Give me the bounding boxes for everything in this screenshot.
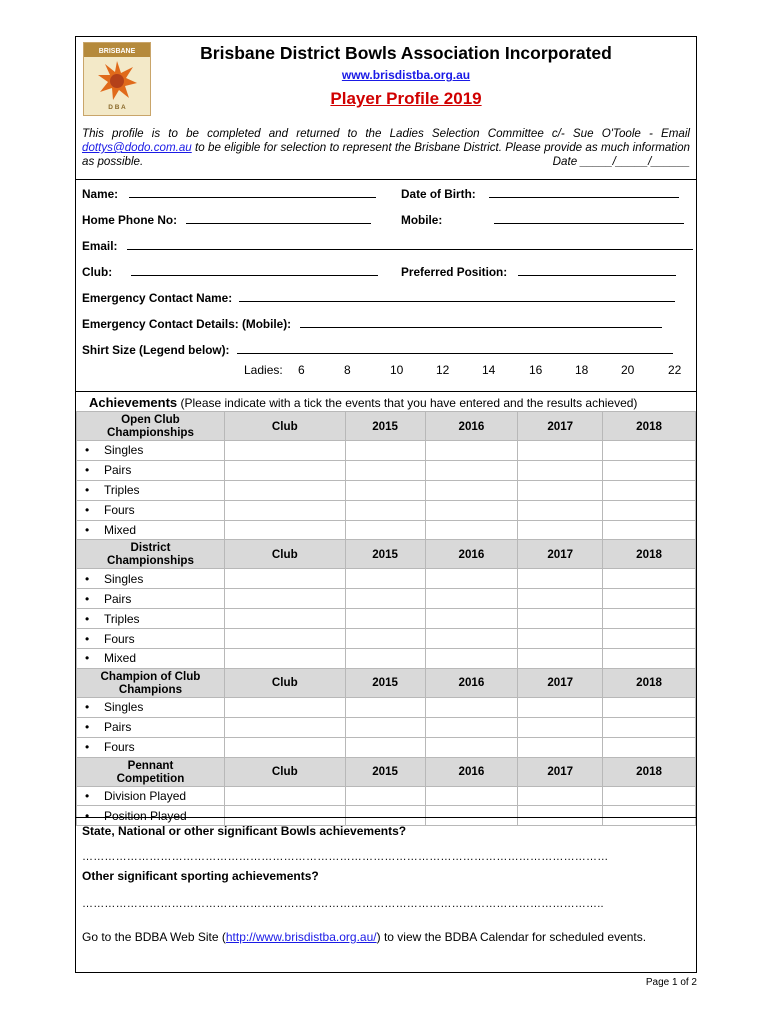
event-label: • Mixed [77, 649, 225, 669]
dob-label: Date of Birth: [401, 187, 476, 201]
section-header-row [77, 412, 696, 441]
event-label: • Singles [77, 441, 225, 461]
column-header: 2018 [603, 540, 696, 569]
profile-form [75, 36, 697, 973]
column-header: 2017 [518, 668, 603, 697]
event-row [77, 480, 696, 500]
column-header: 2017 [518, 412, 603, 441]
date-field[interactable]: Date _____/_____/______ [552, 155, 690, 168]
event-row [77, 589, 696, 609]
result-cell[interactable] [603, 520, 696, 540]
result-cell[interactable] [518, 697, 603, 717]
column-header: 2015 [345, 757, 425, 786]
event-label: • Triples [77, 609, 225, 629]
event-row [77, 520, 696, 540]
event-row [77, 460, 696, 480]
result-cell[interactable] [224, 520, 345, 540]
website-note [82, 930, 666, 944]
event-label: • Fours [77, 500, 225, 520]
sporting-achievements-question: Other significant sporting achievements? [82, 869, 319, 883]
result-cell[interactable] [425, 786, 518, 806]
shirt-size-field[interactable] [82, 343, 673, 357]
column-header: 2016 [425, 668, 518, 697]
result-cell[interactable] [603, 649, 696, 669]
emergency-details-field[interactable] [82, 317, 662, 331]
section-title: District Championships [77, 540, 225, 569]
result-cell[interactable] [603, 441, 696, 461]
achievements-table [76, 411, 696, 826]
result-cell[interactable] [603, 786, 696, 806]
result-cell[interactable] [345, 520, 425, 540]
intro-paragraph [82, 127, 690, 169]
achievements-heading [76, 391, 696, 411]
email-field[interactable] [82, 239, 693, 253]
club-line[interactable] [131, 265, 378, 276]
result-cell[interactable] [425, 441, 518, 461]
result-cell[interactable] [425, 697, 518, 717]
result-cell[interactable] [603, 589, 696, 609]
emergency-name-line[interactable] [239, 291, 675, 302]
bowls-achievements-question: State, National or other significant Bowls achievements? [82, 824, 407, 838]
result-cell[interactable] [425, 520, 518, 540]
column-header: 2015 [345, 412, 425, 441]
result-cell[interactable] [518, 460, 603, 480]
event-row [77, 500, 696, 520]
column-header: 2018 [603, 412, 696, 441]
event-label: • Pairs [77, 460, 225, 480]
result-cell[interactable] [345, 697, 425, 717]
size-value: 10 [390, 363, 404, 377]
result-cell[interactable] [345, 737, 425, 757]
achievements-subtitle: (Please indicate with a tick the events that you have entered and the results achieved) [177, 396, 638, 410]
section-title: Pennant Competition [77, 757, 225, 786]
bdba-website-link[interactable]: http://www.brisdistba.org.au/ [225, 930, 377, 944]
result-cell[interactable] [345, 569, 425, 589]
result-cell[interactable] [224, 609, 345, 629]
column-header: 2015 [345, 668, 425, 697]
result-cell[interactable] [224, 629, 345, 649]
column-header: 2016 [425, 412, 518, 441]
result-cell[interactable] [518, 520, 603, 540]
result-cell[interactable] [425, 737, 518, 757]
result-cell[interactable] [425, 569, 518, 589]
result-cell[interactable] [425, 460, 518, 480]
result-cell[interactable] [345, 609, 425, 629]
result-cell[interactable] [425, 649, 518, 669]
section-title: Champion of Club Champions [77, 668, 225, 697]
event-label: • Fours [77, 629, 225, 649]
result-cell[interactable] [224, 737, 345, 757]
result-cell[interactable] [425, 609, 518, 629]
result-cell[interactable] [345, 649, 425, 669]
achievements-title: Achievements [89, 395, 178, 410]
event-label: • Singles [77, 569, 225, 589]
result-cell[interactable] [224, 500, 345, 520]
column-header: Club [224, 668, 345, 697]
event-row [77, 786, 696, 806]
event-label: • Division Played [77, 786, 225, 806]
result-cell[interactable] [425, 480, 518, 500]
event-label: • Singles [77, 697, 225, 717]
column-header: Club [224, 757, 345, 786]
club-label: Club: [82, 265, 113, 279]
result-cell[interactable] [224, 480, 345, 500]
result-cell[interactable] [518, 441, 603, 461]
result-cell[interactable] [425, 500, 518, 520]
result-cell[interactable] [603, 480, 696, 500]
contact-email-link[interactable]: dottys@dodo.com.au [82, 141, 192, 154]
result-cell[interactable] [224, 786, 345, 806]
section-header-row [77, 540, 696, 569]
size-value: 18 [575, 363, 589, 377]
emergency-name-label: Emergency Contact Name: [82, 291, 233, 305]
section-header-row [77, 757, 696, 786]
event-row [77, 649, 696, 669]
result-cell[interactable] [345, 460, 425, 480]
website-note-before: Go to the BDBA Web Site ( [82, 930, 226, 944]
intro-text-after: to be eligible for selection to represent the Brisbane District. Please provide as much information as possible. [82, 141, 690, 168]
column-header: 2017 [518, 757, 603, 786]
result-cell[interactable] [518, 649, 603, 669]
event-label: • Pairs [77, 717, 225, 737]
size-value: 14 [482, 363, 496, 377]
result-cell[interactable] [603, 569, 696, 589]
home-phone-line[interactable] [186, 213, 371, 224]
shirt-size-legend [76, 363, 696, 379]
column-header: 2018 [603, 757, 696, 786]
result-cell[interactable] [425, 717, 518, 737]
preferred-position-field[interactable] [401, 265, 676, 279]
shirt-size-line[interactable] [237, 343, 673, 354]
emergency-details-line[interactable] [300, 317, 662, 328]
emergency-details-label: Emergency Contact Details: (Mobile): [82, 317, 292, 331]
result-cell[interactable] [345, 500, 425, 520]
result-cell[interactable] [603, 629, 696, 649]
mobile-line[interactable] [494, 213, 684, 224]
result-cell[interactable] [518, 500, 603, 520]
event-row [77, 441, 696, 461]
column-header: 2016 [425, 540, 518, 569]
bowls-achievements-answer[interactable]: …………………………………………………………………………………………………………………………… [82, 851, 609, 863]
result-cell[interactable] [345, 589, 425, 609]
result-cell[interactable] [345, 629, 425, 649]
size-value: 8 [344, 363, 351, 377]
preferred-position-line[interactable] [518, 265, 676, 276]
column-header: 2018 [603, 668, 696, 697]
size-value: 22 [668, 363, 682, 377]
club-field[interactable] [82, 265, 378, 279]
result-cell[interactable] [518, 717, 603, 737]
size-value: 12 [436, 363, 450, 377]
result-cell[interactable] [518, 569, 603, 589]
result-cell[interactable] [345, 786, 425, 806]
result-cell[interactable] [518, 786, 603, 806]
size-value: 16 [529, 363, 543, 377]
event-row [77, 717, 696, 737]
column-header: Club [224, 540, 345, 569]
column-header: 2015 [345, 540, 425, 569]
page-number: Page 1 of 2 [645, 977, 697, 988]
name-field[interactable] [82, 187, 376, 201]
size-value: 20 [621, 363, 635, 377]
logo-top-text: BRISBANE [98, 48, 136, 55]
name-label: Name: [82, 187, 119, 201]
personal-details-section [76, 179, 696, 391]
form-header [76, 37, 696, 123]
dob-field[interactable] [401, 187, 679, 201]
event-row [77, 697, 696, 717]
event-row [77, 569, 696, 589]
result-cell[interactable] [603, 609, 696, 629]
result-cell[interactable] [518, 629, 603, 649]
form-title: Player Profile 2019 [330, 89, 482, 108]
result-cell[interactable] [603, 717, 696, 737]
size-value: 6 [298, 363, 305, 377]
column-header: 2016 [425, 757, 518, 786]
result-cell[interactable] [518, 480, 603, 500]
sporting-achievements-answer[interactable]: ………………………………………………………………………………………………………………………….. [82, 898, 604, 910]
dob-line[interactable] [489, 187, 679, 198]
result-cell[interactable] [603, 500, 696, 520]
result-cell[interactable] [425, 629, 518, 649]
result-cell[interactable] [425, 589, 518, 609]
event-row [77, 737, 696, 757]
column-header: Club [224, 412, 345, 441]
sizes-label: Ladies: [244, 363, 283, 377]
column-header: 2017 [518, 540, 603, 569]
mobile-label: Mobile: [401, 213, 443, 227]
event-label: • Mixed [77, 520, 225, 540]
event-label: • Fours [77, 737, 225, 757]
result-cell[interactable] [518, 589, 603, 609]
home-phone-label: Home Phone No: [82, 213, 178, 227]
email-line[interactable] [127, 239, 693, 250]
website-note-after: ) to view the BDBA Calendar for scheduled events. [376, 930, 647, 944]
event-label: • Pairs [77, 589, 225, 609]
home-phone-field[interactable] [82, 213, 371, 227]
result-cell[interactable] [518, 737, 603, 757]
result-cell[interactable] [603, 737, 696, 757]
event-row [77, 609, 696, 629]
result-cell[interactable] [345, 717, 425, 737]
result-cell[interactable] [603, 460, 696, 480]
emergency-name-field[interactable] [82, 291, 675, 305]
result-cell[interactable] [224, 697, 345, 717]
event-label: • Triples [77, 480, 225, 500]
other-achievements-section [76, 817, 696, 974]
preferred-position-label: Preferred Position: [401, 265, 508, 279]
result-cell[interactable] [224, 460, 345, 480]
email-label: Email: [82, 239, 118, 253]
intro-text-before: This profile is to be completed and returned to the Ladies Selection Committee c/- Sue O'Toole - Email [82, 127, 690, 140]
result-cell[interactable] [518, 609, 603, 629]
logo-bottom-text: D B A [108, 104, 126, 111]
result-cell[interactable] [224, 569, 345, 589]
result-cell[interactable] [345, 441, 425, 461]
org-website-link[interactable]: www.brisdistba.org.au [341, 68, 471, 82]
result-cell[interactable] [224, 589, 345, 609]
org-title: Brisbane District Bowls Association Incorporated [200, 43, 612, 63]
result-cell[interactable] [345, 480, 425, 500]
result-cell[interactable] [224, 441, 345, 461]
name-line[interactable] [129, 187, 376, 198]
section-header-row [77, 668, 696, 697]
shirt-size-label: Shirt Size (Legend below): [82, 343, 230, 357]
event-row [77, 629, 696, 649]
result-cell[interactable] [224, 717, 345, 737]
result-cell[interactable] [224, 649, 345, 669]
section-title: Open Club Championships [77, 412, 225, 441]
result-cell[interactable] [603, 697, 696, 717]
mobile-field[interactable] [401, 213, 684, 227]
event-label: • Position Played [77, 806, 225, 826]
